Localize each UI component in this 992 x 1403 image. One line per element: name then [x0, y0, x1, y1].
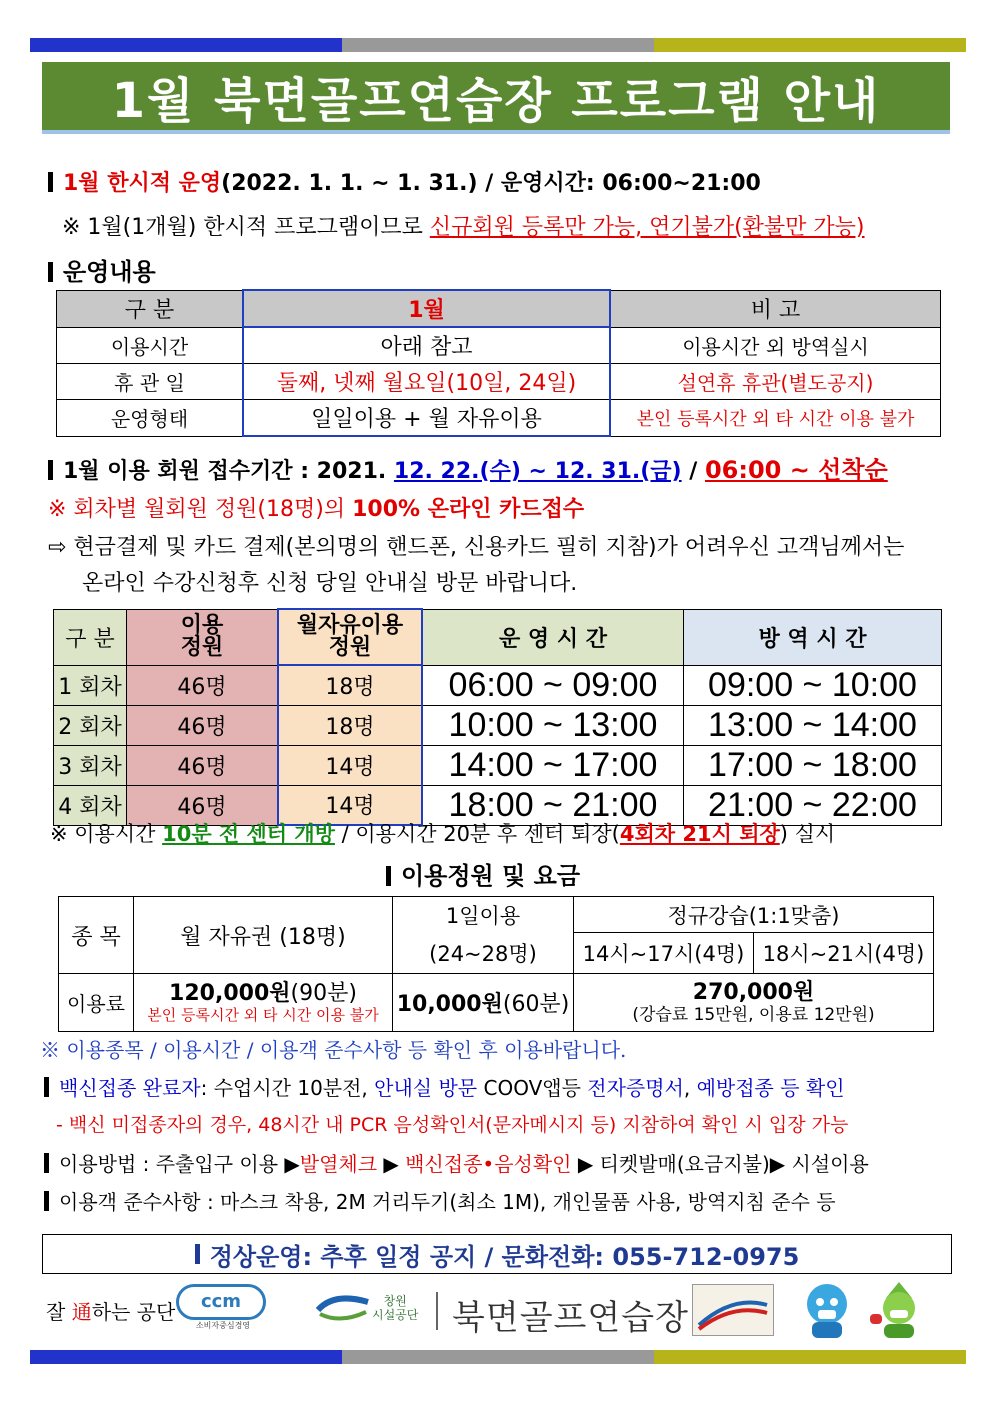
- session-cell: 3 회차: [54, 745, 127, 785]
- bottom-bar-olive: [654, 1350, 966, 1364]
- ops-cell: 이용시간 외 방역실시: [610, 327, 941, 364]
- method-line: [44, 1148, 869, 1177]
- fees-col-subheader: 14시~17시(4명): [574, 933, 754, 974]
- bullet-mark: [386, 866, 391, 886]
- certification-stripes-icon: [693, 1285, 773, 1335]
- title-banner: [42, 62, 950, 134]
- session-cell: 18명: [278, 705, 422, 745]
- session-note: [50, 818, 835, 848]
- ops-heading: [48, 252, 156, 287]
- session-cell: 18명: [278, 665, 422, 705]
- period-note: [62, 210, 865, 241]
- ops-cell: 본인 등록시간 외 타 시간 이용 불가: [610, 400, 941, 437]
- vax-c: 안내실 방문: [374, 1076, 478, 1100]
- session-note-a: ※ 이용시간: [50, 822, 163, 846]
- slogan-c: 하는 공단: [91, 1300, 176, 1324]
- session-note-c: / 이용시간 20분 후 센터 퇴장(: [334, 822, 620, 846]
- bullet-mark: [48, 460, 53, 480]
- reg-line3: 온라인 수강신청후 신청 당일 안내실 방문 바랍니다.: [82, 571, 578, 596]
- vax-b: : 수업시간 10분전,: [200, 1076, 375, 1100]
- method-e: ▶ 티켓발매(요금지불)▶ 시설이용: [571, 1152, 869, 1176]
- facility-name: 북면골프연습장: [452, 1298, 689, 1338]
- fees-daily-label: 1일이용: [445, 904, 521, 928]
- fees-lesson-note: (강습료 15만원, 이용료 12만원): [632, 1004, 875, 1025]
- period-line: [48, 166, 761, 197]
- session-cell: 14명: [278, 745, 422, 785]
- footer-contact: 정상운영: 추후 일정 공지 / 문화전화: 055-712-0975: [209, 1242, 800, 1271]
- logo-divider: [436, 1292, 438, 1330]
- period-dates: (2022. 1. 1. ~ 1. 31.) / 운영시간: 06:00~21:00: [221, 171, 761, 196]
- sessions-header: 운 영 시 간: [422, 609, 684, 665]
- fees-heading: [386, 856, 580, 891]
- reg-dates: 12. 22.(수) ~ 12. 31.(금): [393, 459, 682, 484]
- session-cell: 46명: [127, 745, 279, 785]
- session-cell: 10:00 ~ 13:00: [422, 705, 684, 745]
- fees-col-header: 월 자유권 (18명): [134, 897, 393, 974]
- ccm-sub: 소비자중심경영: [195, 1321, 251, 1330]
- fees-col-subheader: 18시~21시(4명): [754, 933, 934, 974]
- sessions-table: [53, 608, 942, 826]
- top-bar-gray: [342, 38, 654, 52]
- fees-lesson-price: 270,000원: [692, 979, 815, 1005]
- fees-monthly: [134, 974, 393, 1032]
- method-c: ▶: [377, 1152, 406, 1176]
- org-name-a: 창원: [383, 1294, 407, 1308]
- session-cell: 1 회차: [54, 665, 127, 705]
- org-name: [372, 1294, 418, 1322]
- bullet-mark: [44, 1191, 49, 1211]
- ccm-badge: ccm: [176, 1284, 266, 1320]
- slogan: [46, 1296, 175, 1325]
- page-title: 1월 북면골프연습장 프로그램 안내: [111, 72, 881, 129]
- reg-line1-a: ※ 회차별 월회원 정원(18명)의: [48, 497, 353, 522]
- sessions-header: 구 분: [54, 609, 127, 665]
- check-notice: ※ 이용종목 / 이용시간 / 이용객 준수사항 등 확인 후 이용바랍니다.: [40, 1038, 627, 1062]
- ops-cell: 설연휴 휴관(별도공지): [610, 364, 941, 400]
- period-note-red: 신규회원 등록만 가능, 연기불가(환불만 가능): [429, 215, 865, 240]
- session-cell: 46명: [127, 665, 279, 705]
- ops-cell: 휴 관 일: [57, 364, 244, 400]
- rules-line: [44, 1186, 836, 1215]
- ops-header: 1월: [243, 290, 610, 327]
- org-name-b: 시설공단: [372, 1308, 419, 1322]
- ops-cell: 운영형태: [57, 400, 244, 437]
- bullet-mark: [48, 262, 53, 282]
- fees-monthly-price: 120,000원: [169, 980, 291, 1006]
- mascot-green: [866, 1280, 932, 1344]
- reg-line1: [48, 492, 584, 523]
- session-cell: 18:00 ~ 21:00: [422, 785, 684, 825]
- org-logo: [314, 1290, 372, 1328]
- bullet-mark: [195, 1244, 200, 1264]
- reg-label: 1월 이용 회원 접수기간 : 2021.: [63, 459, 394, 484]
- vax-a: 백신접종 완료자: [59, 1076, 201, 1100]
- ops-cell: 이용시간: [57, 327, 244, 364]
- session-cell: 2 회차: [54, 705, 127, 745]
- bottom-bar-gray: [342, 1350, 654, 1364]
- fees-daily-price: 10,000원: [396, 992, 503, 1017]
- sessions-header: 월자유이용 정원: [278, 609, 422, 665]
- ops-header: 비 고: [610, 290, 941, 327]
- method-b: 발열체크: [299, 1152, 378, 1176]
- fees-col-header: [393, 897, 574, 974]
- session-cell: 17:00 ~ 18:00: [684, 745, 942, 785]
- bullet-mark: [48, 172, 53, 192]
- session-cell: 14:00 ~ 17:00: [422, 745, 684, 785]
- ccm-logo: [176, 1284, 270, 1328]
- bottom-bar-blue: [30, 1350, 342, 1364]
- ops-heading-text: 운영내용: [63, 258, 156, 286]
- footer-contact-box: [42, 1234, 952, 1274]
- period-prefix: 1월 한시적 운영: [63, 171, 222, 196]
- session-cell: 06:00 ~ 09:00: [422, 665, 684, 705]
- method-a: 이용방법 : 주출입구 이용 ▶: [59, 1152, 300, 1176]
- reg-line1-b: 100% 온라인 카드접수: [352, 497, 585, 522]
- session-cell: 14명: [278, 785, 422, 825]
- fees-daily-duration: (60분): [502, 992, 570, 1017]
- vax-line: [44, 1072, 845, 1101]
- vax-g: 예방접종 등 확인: [696, 1076, 845, 1100]
- session-note-b: 10분 전 센터 개방: [162, 822, 335, 846]
- fees-daily: [393, 974, 574, 1032]
- sessions-header: 이용 정원: [127, 609, 279, 665]
- period-note-prefix: ※ 1월(1개월) 한시적 프로그램이므로: [62, 215, 430, 240]
- session-cell: 46명: [127, 705, 279, 745]
- mascot-green-icon: [866, 1280, 932, 1340]
- top-bar-blue: [30, 38, 342, 52]
- bullet-mark: [44, 1153, 49, 1173]
- unvax-line: - 백신 미접종자의 경우, 48시간 내 PCR 음성확인서(문자메시지 등) 지참하여 확인 시 입장 가능: [56, 1114, 849, 1136]
- reg-sep: /: [681, 459, 705, 484]
- session-cell: 46명: [127, 785, 279, 825]
- fees-col-header: 종 목: [59, 897, 134, 974]
- ops-table: [56, 289, 941, 437]
- reg-line: [48, 450, 888, 485]
- reg-first: 06:00 ~ 선착순: [704, 456, 888, 484]
- bullet-mark: [44, 1077, 49, 1097]
- session-cell: 4 회차: [54, 785, 127, 825]
- certification-badge: [692, 1284, 774, 1336]
- fees-row-label: 이용료: [59, 974, 134, 1032]
- ops-cell: 일일이용 + 월 자유이용: [243, 400, 610, 437]
- session-note-e: ) 실시: [779, 822, 836, 846]
- session-cell: 21:00 ~ 22:00: [684, 785, 942, 825]
- method-d: 백신접종•음성확인: [405, 1152, 572, 1176]
- session-note-d: 4회차 21시 퇴장: [619, 822, 780, 846]
- session-cell: 13:00 ~ 14:00: [684, 705, 942, 745]
- fees-col-header: 정규강습(1:1맞춤): [574, 897, 934, 933]
- ops-cell: 둘째, 넷째 월요일(10일, 24일): [243, 364, 610, 400]
- mascot-blue: [796, 1280, 858, 1344]
- fees-monthly-note: 본인 등록시간 외 타 시간 이용 불가: [147, 1005, 379, 1024]
- slogan-b: 通: [71, 1300, 92, 1324]
- reg-line2: ⇨ 현금결제 및 카드 결제(본의명의 핸드폰, 신용카드 필히 지참)가 어려우신 고객님께서는: [48, 535, 905, 560]
- vax-e: 전자증명서: [587, 1076, 684, 1100]
- fees-lesson: [574, 974, 934, 1032]
- vax-f: ,: [683, 1076, 697, 1100]
- session-cell: 09:00 ~ 10:00: [684, 665, 942, 705]
- mascot-blue-icon: [796, 1280, 858, 1340]
- ops-header: 구 분: [57, 290, 244, 327]
- sessions-header: 방 역 시 간: [684, 609, 942, 665]
- ops-cell: 아래 참고: [243, 327, 610, 364]
- fees-monthly-duration: (90분): [290, 980, 357, 1006]
- slogan-a: 잘: [46, 1300, 72, 1324]
- fees-table: [58, 896, 934, 1032]
- rules-text: 이용객 준수사항 : 마스크 착용, 2M 거리두기(최소 1M), 개인물품 사용, 방역지침 준수 등: [59, 1190, 836, 1214]
- top-bar-olive: [654, 38, 966, 52]
- fees-daily-capacity: (24~28명): [429, 942, 537, 966]
- org-swirl-icon: [314, 1290, 372, 1324]
- vax-d: COOV앱등: [477, 1076, 588, 1100]
- fees-heading-text: 이용정원 및 요금: [401, 862, 580, 890]
